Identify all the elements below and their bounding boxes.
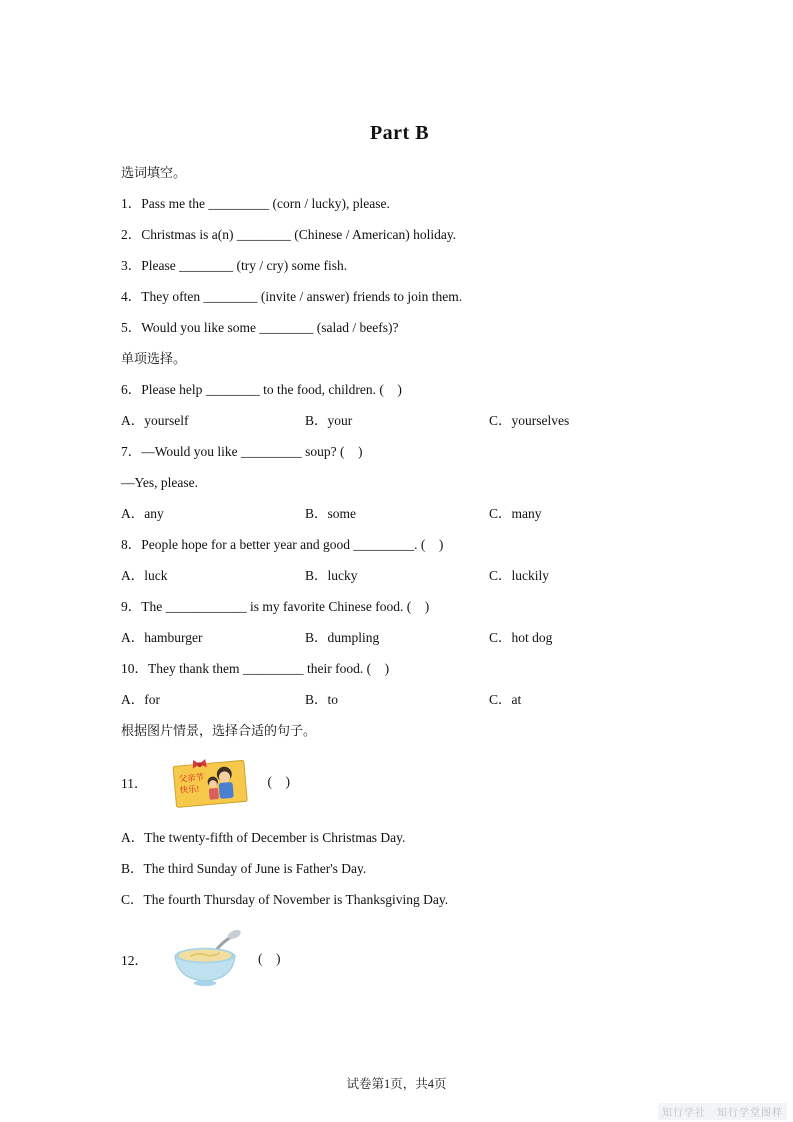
fathers-day-card-image [166, 754, 254, 810]
option-c: C．hot dog [489, 630, 553, 645]
soup-bowl-image [166, 928, 244, 990]
question-line: 2．Christmas is a(n) ________ (Chinese / American) holiday. [121, 227, 457, 242]
option-b: B．lucky [305, 568, 358, 583]
option-a: A．luck [121, 568, 168, 583]
options-row [121, 568, 678, 584]
question-line: 8．People hope for a better year and good _________. ( ) [121, 537, 444, 552]
options-row [121, 413, 678, 429]
option-b: B．your [305, 413, 353, 428]
question-follow-line: —Yes, please. [121, 475, 198, 490]
option-c: C．luckily [489, 568, 549, 583]
question-line: 4．They often ________ (invite / answer) friends to join them. [121, 289, 463, 304]
section-header-multiple-choice: 单项选择。 [121, 351, 187, 366]
card-text-line2: 快乐! [178, 784, 200, 796]
question-line: 10．They thank them _________ their food. ( ) [121, 661, 390, 676]
option-c: C．yourselves [489, 413, 570, 428]
page-title: Part B [369, 122, 430, 144]
question-line: 7．—Would you like _________ soup? ( ) [121, 444, 363, 459]
option-line-c: C．The fourth Thursday of November is Thanksgiving Day. [121, 892, 449, 907]
option-line-a: A．The twenty-fifth of December is Christmas Day. [121, 830, 406, 845]
question-line: 3．Please ________ (try / cry) some fish. [121, 258, 348, 273]
option-c: C．many [489, 506, 542, 521]
question-12-row [121, 928, 678, 990]
option-a: A．hamburger [121, 630, 203, 645]
option-b: B．dumpling [305, 630, 380, 645]
option-b: B．some [305, 506, 357, 521]
section-header-fill-words: 选词填空。 [121, 165, 187, 180]
options-row [121, 506, 678, 522]
paper-content [121, 122, 678, 1010]
option-a: A．any [121, 506, 164, 521]
options-row [121, 630, 678, 646]
question-number: 12． [121, 953, 148, 968]
card-text-line1: 父亲节 [177, 772, 204, 784]
question-11-row [121, 754, 678, 810]
section-header-picture-choice: 根据图片情景，选择合适的句子。 [121, 723, 317, 738]
options-row [121, 692, 678, 708]
option-c: C．at [489, 692, 522, 707]
question-line: 1．Pass me the _________ (corn / lucky), please. [121, 196, 390, 211]
option-b: B．to [305, 692, 339, 707]
answer-blank: ( ) [258, 951, 281, 966]
question-line: 6．Please help ________ to the food, children. ( ) [121, 382, 402, 397]
watermark: 知行学社 知行学堂图样 [658, 1103, 787, 1120]
option-a: A．yourself [121, 413, 189, 428]
question-line: 9．The ____________ is my favorite Chinese food. ( ) [121, 599, 430, 614]
page-footer: 试卷第1页，共4页 [346, 1077, 447, 1091]
question-number: 11． [121, 776, 148, 791]
answer-blank: ( ) [267, 774, 290, 789]
option-line-b: B．The third Sunday of June is Father's Day. [121, 861, 367, 876]
question-line: 5．Would you like some ________ (salad / beefs)? [121, 320, 399, 335]
option-a: A．for [121, 692, 160, 707]
